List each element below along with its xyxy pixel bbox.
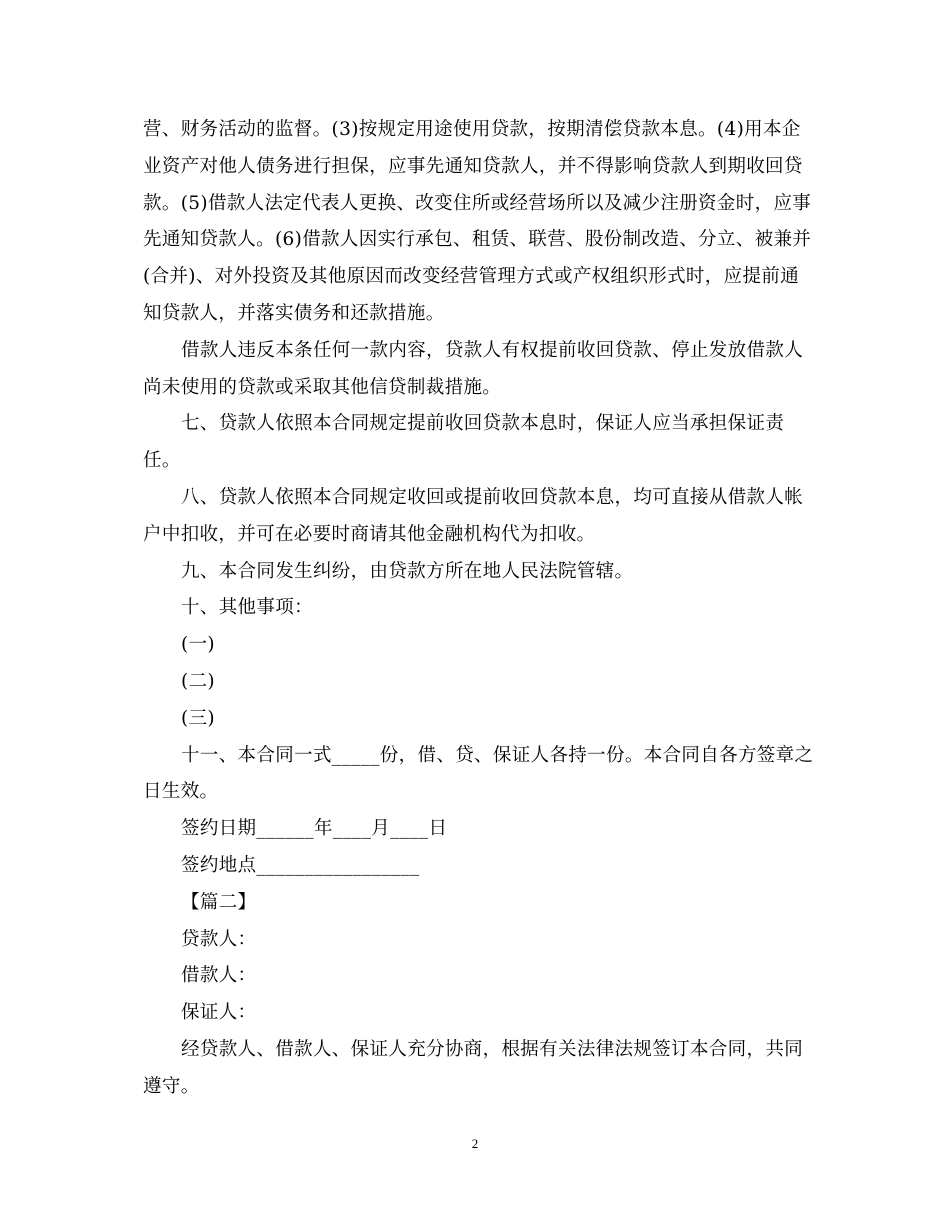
- other-item-2: (二): [181, 670, 215, 692]
- section-heading: 【篇二】: [181, 891, 257, 913]
- paragraph-line: 日生效。: [143, 781, 219, 803]
- paragraph-line: 经贷款人、借款人、保证人充分协商，根据有关法律法规签订本合同，共同: [181, 1038, 804, 1060]
- page-number: 2: [471, 1136, 479, 1151]
- borrower-label: 借款人：: [181, 965, 257, 987]
- lender-label: 贷款人：: [181, 928, 257, 950]
- paragraph-line: 尚未使用的贷款或采取其他信贷制裁措施。: [143, 376, 502, 398]
- signing-place: 签约地点_________________: [181, 854, 420, 876]
- clause-seven: 七、贷款人依照本合同规定提前收回贷款本息时，保证人应当承担保证责: [181, 413, 785, 435]
- clause-nine: 九、本合同发生纠纷，由贷款方所在地人民法院管辖。: [181, 560, 634, 582]
- paragraph-line: 营、财务活动的监督。(3)按规定用途使用贷款，按期清偿贷款本息。(4)用本企: [143, 119, 801, 140]
- paragraph-line: 借款人违反本条任何一款内容，贷款人有权提前收回贷款、停止发放借款人: [181, 339, 804, 361]
- paragraph-line: 户中扣收，并可在必要时商请其他金融机构代为扣收。: [143, 523, 596, 545]
- paragraph-line: 业资产对他人债务进行担保，应事先通知贷款人，并不得影响贷款人到期收回贷: [143, 155, 803, 177]
- paragraph-line: (合并)、对外投资及其他原因而改变经营管理方式或产权组织形式时，应提前通: [143, 266, 800, 288]
- paragraph-line: 先通知贷款人。(6)借款人因实行承包、租赁、联营、股份制改造、分立、被兼并: [143, 229, 812, 251]
- body-text: [143, 112, 813, 1106]
- guarantor-label: 保证人：: [181, 1002, 257, 1024]
- clause-eleven: 十一、本合同一式_____份，借、贷、保证人各持一份。本合同自各方签章之: [181, 744, 814, 766]
- other-item-1: (一): [181, 634, 215, 656]
- signing-date: 签约日期______年____月____日: [181, 818, 448, 840]
- paragraph-line: 款。(5)借款人法定代表人更换、改变住所或经营场所以及减少注册资金时，应事: [143, 192, 812, 214]
- paragraph-line: 遵守。: [143, 1075, 200, 1097]
- clause-ten: 十、其他事项：: [181, 597, 313, 619]
- clause-eight: 八、贷款人依照本合同规定收回或提前收回贷款本息，均可直接从借款人帐: [181, 486, 804, 508]
- paragraph-line: 知贷款人，并落实债务和还款措施。: [143, 302, 445, 324]
- paragraph-line: 任。: [143, 450, 181, 472]
- other-item-3: (三): [181, 707, 215, 729]
